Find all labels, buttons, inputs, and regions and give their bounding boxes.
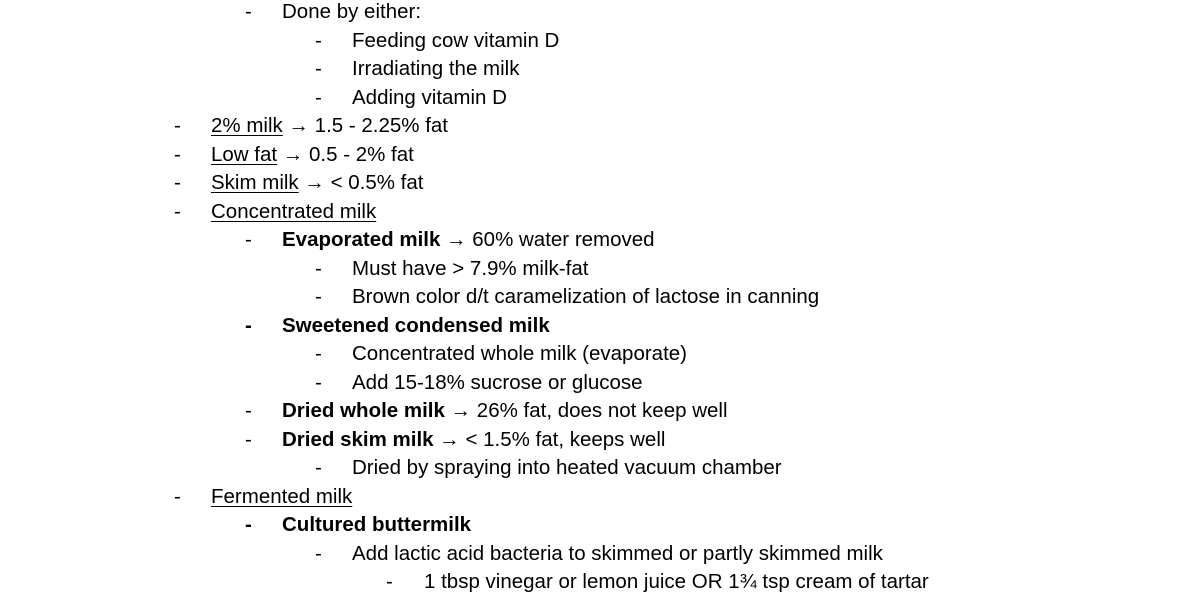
bullet: - [315, 370, 322, 394]
term: Dried whole milk [282, 399, 445, 422]
list-item [0, 169, 1200, 197]
list-item-text: Add lactic acid bacteria to skimmed or partly skimmed milk [352, 541, 883, 565]
list-item [0, 27, 1200, 55]
bullet: - [315, 541, 322, 565]
term: Skim milk [211, 171, 299, 194]
definition: 60% water removed [466, 228, 655, 251]
arrow-icon: → [304, 171, 325, 194]
bullet: - [174, 114, 181, 137]
bullet: - [245, 313, 252, 337]
bullet: - [315, 456, 322, 479]
list-item [0, 511, 1200, 539]
term: 2% milk [211, 114, 283, 137]
arrow-icon: → [288, 114, 309, 137]
term: Evaporated milk [282, 228, 441, 251]
definition: 26% fat, does not keep well [471, 399, 728, 422]
list-item [0, 226, 1200, 254]
list-item [0, 369, 1200, 397]
bullet: - [315, 342, 322, 365]
list-item [0, 568, 1200, 596]
arrow-icon: → [450, 399, 472, 422]
term: Sweetened condensed milk [282, 313, 550, 337]
list-item [0, 112, 1200, 140]
list-item [0, 540, 1200, 568]
definition: 1.5 - 2.25% fat [308, 114, 448, 137]
bullet: - [315, 57, 322, 80]
bullet: - [174, 199, 181, 223]
list-item-text: Concentrated whole milk (evaporate) [352, 342, 687, 365]
section-heading: Concentrated milk [211, 199, 377, 223]
list-item-text: Dried by spraying into heated vacuum chamber [352, 456, 782, 479]
list-item-text: Feeding cow vitamin D [352, 28, 560, 52]
list-item [0, 483, 1200, 511]
list-item-text: Done by either: [282, 0, 422, 23]
bullet: - [315, 85, 322, 109]
list-item-text [282, 226, 655, 254]
definition: < 0.5% fat [324, 171, 424, 194]
bullet: - [245, 399, 252, 422]
bullet: - [315, 285, 322, 308]
term: Dried skim milk [282, 427, 434, 451]
bullet: - [245, 228, 252, 251]
bullet: - [174, 142, 181, 166]
term: Low fat [211, 142, 278, 166]
list-item [0, 84, 1200, 112]
list-item-text: Irradiating the milk [352, 57, 520, 80]
list-item-text [211, 112, 448, 140]
bullet: - [174, 171, 181, 194]
list-item-text [282, 397, 728, 425]
bullet: - [174, 484, 181, 508]
term: Cultured buttermilk [282, 513, 472, 536]
list-item [0, 198, 1200, 226]
list-item-text: Brown color d/t caramelization of lactose in canning [352, 285, 820, 308]
list-item-text: Adding vitamin D [352, 85, 507, 109]
list-item [0, 340, 1200, 368]
list-item [0, 55, 1200, 83]
list-item [0, 454, 1200, 482]
list-item [0, 426, 1200, 454]
bullet: - [245, 513, 252, 536]
section-heading: Fermented milk [211, 484, 353, 508]
bullet: - [245, 427, 252, 451]
list-item [0, 283, 1200, 311]
list-item [0, 397, 1200, 425]
bullet: - [245, 0, 252, 23]
list-item-text [282, 426, 665, 454]
definition: 0.5 - 2% fat [303, 142, 414, 166]
arrow-icon: → [446, 228, 467, 251]
bullet: - [315, 28, 322, 52]
list-item-text: Must have > 7.9% milk-fat [352, 256, 589, 280]
arrow-icon: → [439, 427, 460, 451]
list-item [0, 0, 1200, 26]
list-item [0, 141, 1200, 169]
list-item-text [211, 141, 414, 169]
bullet: - [315, 256, 322, 280]
definition: < 1.5% fat, keeps well [459, 427, 666, 451]
list-item-text [211, 169, 423, 197]
bullet: - [386, 570, 393, 593]
list-item [0, 312, 1200, 340]
arrow-icon: → [282, 142, 304, 166]
list-item-text: Add 15-18% sucrose or glucose [352, 370, 643, 394]
list-item [0, 255, 1200, 283]
list-item-text: 1 tbsp vinegar or lemon juice OR 1¾ tsp cream of tartar [424, 570, 929, 593]
